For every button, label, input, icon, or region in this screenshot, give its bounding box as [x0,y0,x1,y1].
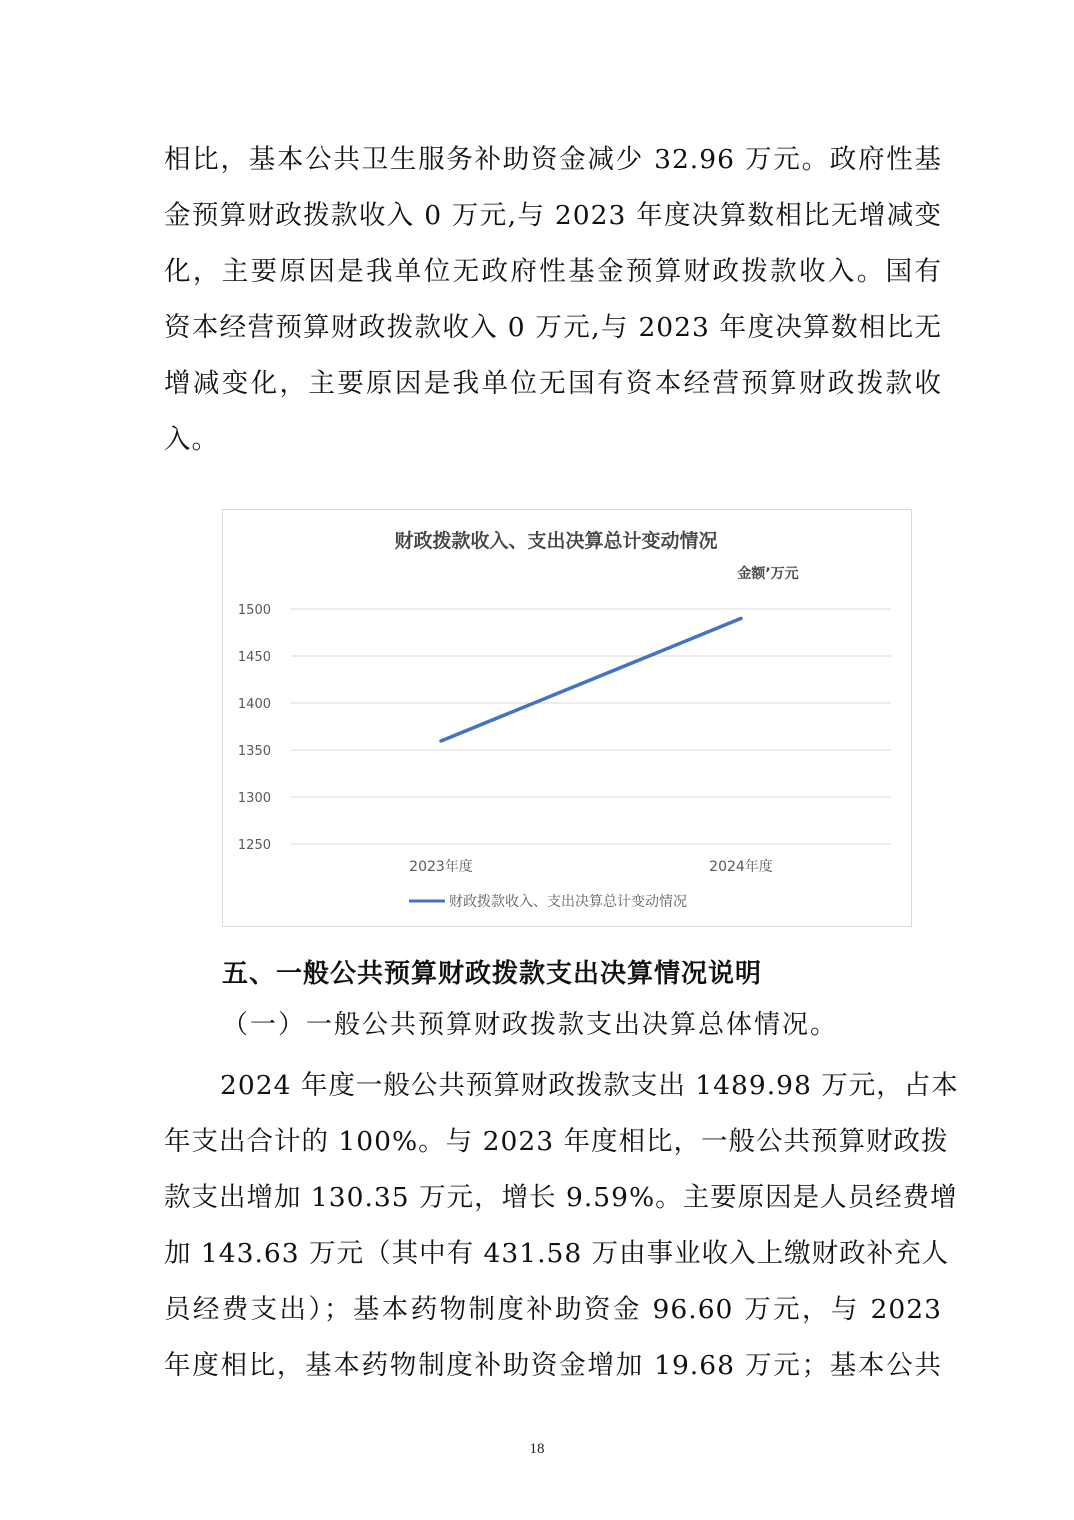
x-tick-label: 2024年度 [709,859,773,875]
text-line: 加 143.63 万元（其中有 431.58 万由事业收入上缴财政补充人 [164,1238,950,1269]
page-number: 18 [529,1441,545,1457]
text-line: 款支出增加 130.35 万元，增长 9.59%。主要原因是人员经费增 [164,1182,958,1213]
paragraph-expenditure-summary [164,1058,959,1394]
text-line: 入。 [164,424,219,455]
y-tick-label: 1350 [237,744,271,759]
text-line: 化，主要原因是我单位无政府性基金预算财政拨款收入。国有 [164,256,942,287]
series-line [441,618,741,741]
section-heading: 五、一般公共预算财政拨款支出决算情况说明 [222,959,763,989]
y-tick-label: 1500 [237,603,271,618]
text-line: 增减变化，主要原因是我单位无国有资本经营预算财政拨款收 [164,368,942,399]
subsection-heading: （一）一般公共预算财政拨款支出决算总体情况。 [222,1010,839,1040]
chart-canvas [223,510,913,928]
chart-unit-label: 金额’万元 [737,566,799,582]
y-tick-label: 1250 [237,838,271,853]
text-line: 2024 年度一般公共预算财政拨款支出 1489.98 万元，占本 [220,1070,959,1101]
text-line: 相比，基本公共卫生服务补助资金减少 32.96 万元。政府性基 [164,144,942,175]
legend-label: 财政拨款收入、支出决算总计变动情况 [449,894,687,910]
text-line: 年度相比，基本药物制度补助资金增加 19.68 万元；基本公共 [164,1350,942,1381]
text-line: 金预算财政拨款收入 0 万元,与 2023 年度决算数相比无增减变 [164,200,942,231]
paragraph-income-summary [164,132,942,468]
y-tick-label: 1450 [237,650,271,665]
text-line: 资本经营预算财政拨款收入 0 万元,与 2023 年度决算数相比无 [164,312,942,343]
chart-legend [409,893,687,910]
y-tick-label: 1400 [237,697,271,712]
text-line: 员经费支出）；基本药物制度补助资金 96.60 万元，与 2023 [164,1294,942,1325]
chart-title: 财政拨款收入、支出决算总计变动情况 [394,530,718,552]
text-line: 年支出合计的 100%。与 2023 年度相比，一般公共预算财政拨 [164,1126,949,1157]
y-tick-label: 1300 [237,791,271,806]
line-chart [222,509,912,927]
x-tick-label: 2023年度 [409,859,473,875]
